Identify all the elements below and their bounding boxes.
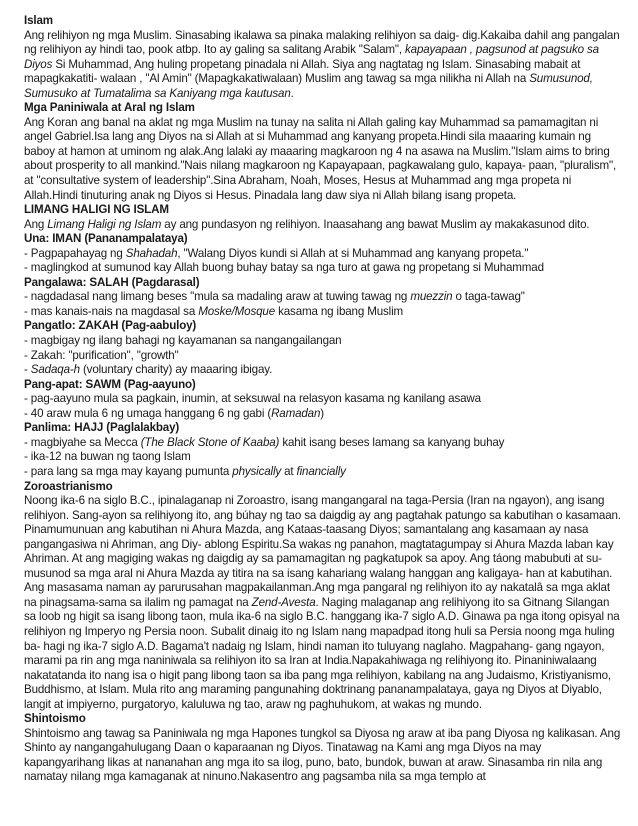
bullet-run: - maglingkod at sumunod kay Allah buong buhay batay sa nga turo at gawa ng propetang si Muhammad [24, 261, 544, 275]
bullet-run: muezzin [410, 290, 453, 304]
bullet-line [24, 290, 624, 305]
pillar-lines-panlima [24, 436, 624, 480]
bullet-run: Ramadan [271, 406, 321, 420]
bullet-run: financially [296, 464, 346, 478]
bullet-line [24, 407, 624, 422]
section-heading-paniniwala: Mga Paniniwala at Aral ng Islam [24, 101, 195, 115]
bullet-run: Sadaqa-h [30, 363, 80, 377]
text-run: kapayapaan , pagsunod at pagsuko sa Diyos [24, 43, 599, 71]
text-run: Limang Haligi ng Islam [47, 217, 162, 231]
pillar-heading-pangatlo: Pangatlo: ZAKAH (Pag-aabuloy) [24, 319, 197, 333]
bullet-line [24, 261, 624, 276]
bullet-run: Shahadah [125, 246, 178, 260]
bullet-run: - [24, 363, 31, 377]
pillar-heading-pangapat: Pang-apat: SAWM (Pag-aayuno) [24, 377, 196, 391]
bullet-run: at [281, 464, 297, 478]
haligi-intro [24, 218, 624, 233]
text-run: Ang [24, 217, 48, 231]
bullet-line [24, 392, 624, 407]
bullet-run: - Pagpapahayag ng [24, 246, 126, 260]
bullet-line [24, 363, 624, 378]
bullet-run: - Zakah: "purification", "growth" [24, 348, 179, 362]
text-run: . [290, 86, 294, 100]
bullet-line [24, 465, 624, 480]
bullet-run: kahit isang beses lamang sa kanyang buhay [279, 435, 505, 449]
bullet-line [24, 247, 624, 262]
text-run: ay ang pundasyon ng relihiyon. Inaasahang ang bawat Muslim ay makakasunod dito. [161, 217, 590, 231]
bullet-run: - pag-aayuno mula sa pagkain, inumin, at seksuwal na relasyon kasama ng kanilang asawa [24, 392, 481, 406]
bullet-run: - mas kanais-nais na magdasal sa [24, 304, 199, 318]
pillar-heading-panlima: Panlima: HAJJ (Paglalakbay) [24, 421, 180, 435]
bullet-line [24, 305, 624, 320]
bullet-line [24, 349, 624, 364]
bullet-run: - 40 araw mula 6 ng umaga hanggang 6 ng gabi ( [24, 406, 272, 420]
bullet-run: ) [320, 406, 325, 420]
bullet-run: (voluntary charity) ay maaaring ibigay. [79, 363, 273, 377]
pillar-heading-pangalawa: Pangalawa: SALAH (Pagdarasal) [24, 275, 200, 289]
bullet-line [24, 334, 624, 349]
text-run: Sumusunod, Sumusuko at Tumatalima sa Kaniyang mga kautusan [24, 72, 593, 100]
zoroastrianismo-paragraph [24, 494, 624, 712]
document-page [24, 14, 624, 785]
bullet-run: (The Black Stone of Kaaba) [140, 435, 280, 449]
pillar-lines-pangapat [24, 392, 624, 421]
section-heading-islam: Islam [24, 14, 53, 27]
bullet-run: - magbigay ng ilang bahagi ng kayamanan sa nangangailangan [24, 334, 342, 348]
pillar-lines-pangatlo [24, 334, 624, 378]
islam-paragraph [24, 29, 624, 102]
bullet-run: physically [232, 464, 282, 478]
text-run: Zend-Avesta [251, 595, 316, 609]
text-run: Noong ika-6 na siglo B.C., ipinalaganap ni Zoroastro, isang mangangaral na taga-Persia (Iran na ngayon), ang isang relihiyon. Sang-ayon sa relihiyong ito, ang búhay ng tao sa daigdig ay ang pagtahak patungo sa kabutihan o kasamaan. Pinamumunuan ang kabutihan ni Ahura Mazda, ang Kataas-taasang Diyos; samantalang ang kasamaan ay nasa pangangasiwa ni Ahriman, ang Diy- ablong Espiritu.Sa wakas ng panahon, magtatagumpay si Ahura Mazda laban kay Ahriman. At ang magiging wakas ng daigdig ay sa pamamagitan ng pagkatupok sa apoy. Ang táong mabubuti at su- musunod sa mga aral ni Ahura Mazda ay titira na sa isang kahariang walang hanggan ang kaligaya- han at kabutihan. Ang masasama naman ay parurusahan magpakailanman.Ang mga pangaral ng relihiyon ito ay nakatalâ sa mga aklat na pinagsama-sama sa ilalim ng pamagat na [24, 494, 621, 609]
bullet-run: , "Walang Diyos kundi si Allah at si Muhammad ang kanyang propeta." [177, 246, 529, 260]
paniniwala-paragraph: Ang Koran ang banal na aklat ng mga Muslim na tunay na salita ni Allah galing kay Muhammad sa pamamagitan ni angel Gabriel.Isa lang ang Diyos na si Allah at si Muhammad ang kanyang propeta.Hindi sila maaaring kumain ng baboy at hamon at uminom ng alak.Ang lalaki ay maaaring magkaroon ng 4 na asawa na Muslim."Islam aims to bring about prosperity to all mankind."Nais nilang magkaroon ng Kapayapaan, pagkawalang gulo, kapaya- paan, "pluralism", at "consultative system of leadership".Sina Abraham, Noah, Moses, Hesus at Muhammad ang mga propeta ni Allah.Hindi tinuturing anak ng Diyos si Hesus. Pinadala lang daw siya ni Allah bilang isang propeta. [24, 115, 617, 202]
pillar-heading-una: Una: IMAN (Pananampalataya) [24, 232, 188, 246]
shintoismo-paragraph: Shintoismo ang tawag sa Paniniwala ng mga Hapones tungkol sa Diyosa ng araw at iba pang Diyosa ng kalikasan. Ang Shinto ay nangangahulugang Daan o kaparaanan ng Diyos. Tinatawag na Kami ang mga Diyos na may kapangyarihang likas at nananahan ang mga ito sa ilog, puno, bato, bundok, buwan at araw. Sinasamba rin nila ang namatay nilang mga kamaganak at ninuno.Nakasentro ang pagsamba nila sa mga templo at [24, 726, 621, 784]
text-run: . Naging malaganap ang relihiyong ito sa Gitnang Silangan sa loob ng higit sa isang libong taon, mula ika-6 na siglo B.C. hanggang ika-7 siglo A.D. Ginawa pa nga itong opisyal na relihiyon ng Imperyo ng Persia noon. Subalit dinaig ito ng Islam nang mapadpad itong huli sa Persia noong mga huling ba- hagi ng ika-7 siglo A.D. Bagama't nadaig ng Islam, hindi naman ito tuluyang naglaho. Magpahang- gang ngayon, marami pa rin ang mga naniniwala sa relihiyon ito sa Iran at India.Napakahiwaga ng relihiyong ito. Pinaniniwalaang nakatatanda ito nang isa o higit pang libong taon sa iba pang mga relihiyon, kabilang na ang Judaismo, Kristiyanismo, Buddhismo, at Islam. Mula rito ang maraming pangunahing doktrinang pananampalataya, gaya ng Diyos at Diyablo, langit at impiyerno, purgatoryo, kaluluwa ng tao, araw ng paghuhukom, at wakas ng mundo. [24, 595, 620, 711]
bullet-run: - ika-12 na buwan ng taong Islam [24, 450, 191, 464]
bullet-run: - para lang sa mga may kayang pumunta [24, 464, 233, 478]
bullet-run: kasama ng ibang Muslim [275, 304, 404, 318]
text-run: Si Muhammad, Ang huling propetang pinadala ni Allah. Siya ang nagtatag ng Islam. Sinasabing mabait at mapagkakatiti- walaan , "Al Amin" (Mapagkakatiwalaan) Muslim ang tawag sa mga nilikha ni Allah na [24, 57, 581, 86]
bullet-line [24, 450, 624, 465]
section-heading-zoroastrianismo: Zoroastrianismo [24, 479, 113, 493]
text-run: Ang relihiyon ng mga Muslim. Sinasabing ikalawa sa pinaka malaking relihiyon sa daig- dig.Kakaiba dahil ang pangalan ng relihiyon ay hindi tao, pook atbp. Ito ay galing sa salitang Arabik "Salam", [24, 28, 620, 57]
bullet-run: Moske/Mosque [198, 304, 276, 318]
section-heading-shintoismo: Shintoismo [24, 712, 86, 726]
bullet-run: - nagdadasal nang limang beses "mula sa madaling araw at tuwing tawag ng [24, 290, 411, 304]
section-heading-limang-haligi: LIMANG HALIGI NG ISLAM [24, 203, 169, 217]
bullet-line [24, 436, 624, 451]
pillar-lines-una [24, 247, 624, 276]
pillar-lines-pangalawa [24, 290, 624, 319]
bullet-run: - magbiyahe sa Mecca [24, 435, 141, 449]
bullet-run: o taga-tawag" [452, 290, 525, 304]
